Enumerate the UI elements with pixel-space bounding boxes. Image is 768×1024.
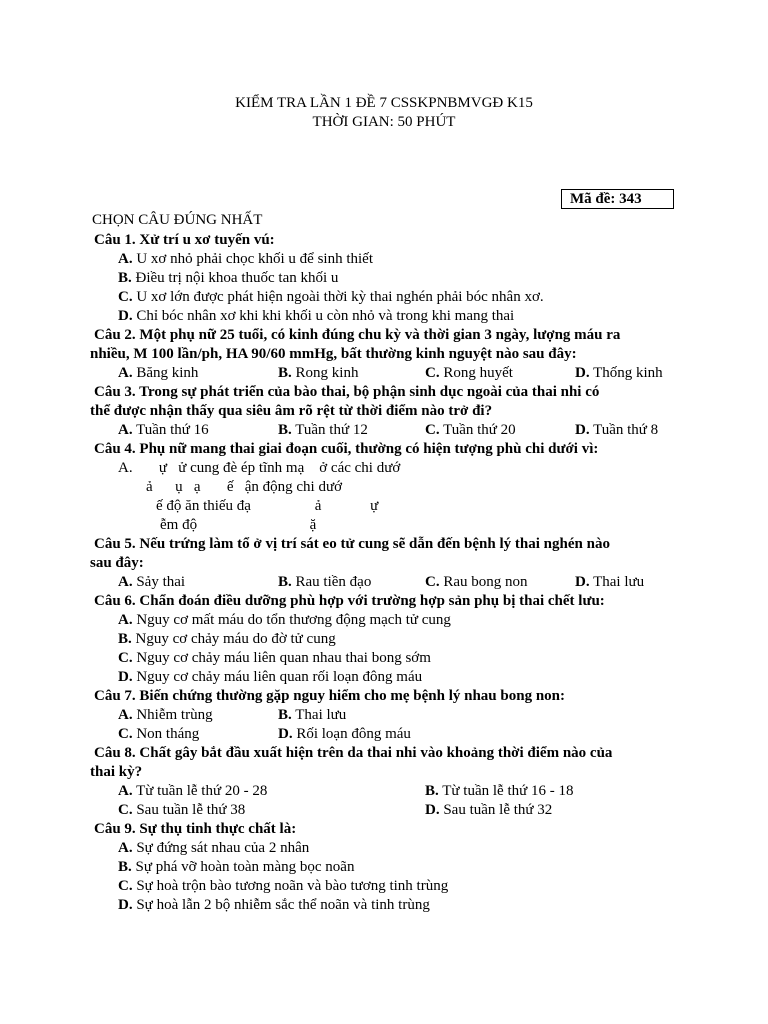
garbled-option-line: A. ự ử cung đè ép tĩnh mạ ở các chi dướ [118, 460, 401, 476]
question-stem: Câu 2. Một phụ nữ 25 tuổi, có kinh đúng chu kỳ và thời gian 3 ngày, lượng máu ra [94, 327, 621, 343]
option-letter: C. [118, 802, 133, 818]
option-a [118, 573, 278, 592]
option-a [118, 782, 425, 801]
option-letter: B. [118, 270, 132, 286]
option-text: Tuần thứ 20 [443, 422, 516, 438]
option-text: Từ tuần lễ thứ 20 - 28 [136, 783, 268, 799]
option-c [90, 877, 690, 896]
option-d [575, 421, 658, 440]
option-b [90, 858, 690, 877]
question-stem-continued: nhiều, M 100 lần/ph, HA 90/60 mmHg, bất thường kinh nguyệt nào sau đây: [90, 346, 577, 362]
option-d [575, 573, 644, 592]
option-a [118, 421, 278, 440]
option-letter: B. [278, 422, 292, 438]
option-letter: A. [118, 251, 133, 267]
option-text: Rau bong non [443, 574, 528, 590]
option-c [90, 649, 690, 668]
option-letter: C. [425, 422, 440, 438]
option-b [278, 706, 346, 725]
question-stem: Câu 8. Chất gây bắt đầu xuất hiện trên da thai nhi vào khoảng thời điểm nào của [94, 745, 613, 761]
option-letter: A. [118, 574, 133, 590]
option-text: Sự phá vỡ hoàn toàn màng bọc noãn [135, 859, 355, 875]
question-stem: Câu 9. Sự thụ tinh thực chất là: [94, 821, 297, 837]
question-stem: Câu 6. Chẩn đoán điều dưỡng phù hợp với trường hợp sản phụ bị thai chết lưu: [94, 593, 605, 609]
question-2 [90, 326, 690, 383]
option-letter: A. [118, 840, 133, 856]
garbled-option-line: ế độ ăn thiếu đạ ả ự [156, 498, 379, 514]
option-text: Từ tuần lễ thứ 16 - 18 [442, 783, 574, 799]
option-letter: D. [575, 422, 590, 438]
question-stem: Câu 4. Phụ nữ mang thai giai đoạn cuối, thường có hiện tượng phù chi dưới vì: [94, 441, 599, 457]
option-b [90, 630, 690, 649]
option-letter: A. [118, 707, 133, 723]
option-text: Tuần thứ 16 [136, 422, 209, 438]
option-text: Sự hoà trộn bào tương noãn và bào tương tinh trùng [136, 878, 449, 894]
option-b [278, 364, 425, 383]
option-c [118, 725, 278, 744]
option-d [575, 364, 663, 383]
option-text: Rau tiền đạo [295, 574, 372, 590]
question-stem-continued: thể được nhận thấy qua siêu âm rõ rệt từ thời điểm nào trở đi? [90, 403, 493, 419]
option-c [425, 364, 575, 383]
option-text: Chỉ bóc nhân xơ khi khi khối u còn nhỏ và trong khi mang thai [136, 308, 515, 324]
option-text: Nguy cơ chảy máu do đờ tử cung [135, 631, 336, 647]
question-list [90, 231, 690, 915]
question-stem: Câu 1. Xử trí u xơ tuyến vú: [94, 232, 275, 248]
option-text: Non tháng [136, 726, 200, 742]
option-text: Sau tuần lễ thứ 38 [136, 802, 246, 818]
option-b [90, 269, 690, 288]
option-text: Băng kinh [136, 365, 199, 381]
option-text: Rong huyết [443, 365, 513, 381]
option-letter: B. [118, 631, 132, 647]
options-row [90, 782, 690, 801]
options-row [90, 706, 690, 725]
option-text: Sau tuần lễ thứ 32 [443, 802, 553, 818]
option-letter: C. [118, 289, 133, 305]
options-row [90, 421, 690, 440]
option-letter: A. [118, 365, 133, 381]
options-row [90, 364, 690, 383]
option-a [118, 364, 278, 383]
option-letter: C. [118, 726, 133, 742]
option-letter: C. [425, 574, 440, 590]
question-stem-continued: thai kỳ? [90, 764, 143, 780]
question-3 [90, 383, 690, 440]
option-letter: D. [118, 669, 133, 685]
option-letter: B. [278, 707, 292, 723]
option-text: Sự đứng sát nhau của 2 nhân [136, 840, 310, 856]
option-b [278, 421, 425, 440]
option-letter: A. [118, 422, 133, 438]
option-letter: B. [278, 574, 292, 590]
option-text: Nguy cơ chảy máu liên quan nhau thai bong sớm [136, 650, 431, 666]
option-a [90, 250, 690, 269]
option-text: Sảy thai [136, 574, 186, 590]
question-stem-continued: sau đây: [90, 555, 144, 571]
question-stem: Câu 5. Nếu trứng làm tổ ở vị trí sát eo tử cung sẽ dẫn đến bệnh lý thai nghén nào [94, 536, 610, 552]
option-text: Sự hoà lẫn 2 bộ nhiễm sắc thể noãn và tinh trùng [136, 897, 430, 913]
question-stem: Câu 7. Biến chứng thường gặp nguy hiểm cho mẹ bệnh lý nhau bong non: [94, 688, 566, 704]
options-row [90, 725, 690, 744]
option-d [90, 896, 690, 915]
option-letter: D. [118, 308, 133, 324]
option-d [278, 725, 411, 744]
option-letter: A. [118, 783, 133, 799]
question-6 [90, 592, 690, 687]
option-d [425, 801, 552, 820]
question-7 [90, 687, 690, 744]
option-letter: C. [118, 878, 133, 894]
option-letter: A. [118, 612, 133, 628]
option-text: Thai lưu [593, 574, 645, 590]
option-text: Nhiễm trùng [136, 707, 213, 723]
option-letter: B. [425, 783, 439, 799]
option-letter: D. [575, 365, 590, 381]
option-a [118, 706, 278, 725]
option-letter: D. [425, 802, 440, 818]
option-letter: D. [575, 574, 590, 590]
options-row [90, 573, 690, 592]
instruction: CHỌN CÂU ĐÚNG NHẤT [92, 212, 263, 228]
question-8 [90, 744, 690, 820]
option-text: Thống kinh [593, 365, 663, 381]
option-text: U xơ lớn được phát hiện ngoài thời kỳ thai nghén phải bóc nhân xơ. [136, 289, 544, 305]
option-letter: D. [118, 897, 133, 913]
option-text: Rối loạn đông máu [296, 726, 411, 742]
option-d [90, 668, 690, 687]
option-letter: B. [118, 859, 132, 875]
option-text: Thai lưu [295, 707, 347, 723]
option-text: Điều trị nội khoa thuốc tan khối u [135, 270, 339, 286]
question-4 [90, 440, 690, 535]
option-text: Nguy cơ chảy máu liên quan rối loạn đông máu [136, 669, 423, 685]
exam-title: KIỂM TRA LẦN 1 ĐỀ 7 CSSKPNBMVGĐ K15 [235, 95, 533, 111]
option-b [425, 782, 574, 801]
option-letter: C. [118, 650, 133, 666]
option-text: Tuần thứ 12 [295, 422, 368, 438]
option-text: Tuần thứ 8 [593, 422, 659, 438]
question-1 [90, 231, 690, 326]
option-a [90, 611, 690, 630]
option-text: Rong kinh [295, 365, 359, 381]
option-a [90, 839, 690, 858]
option-c [425, 573, 575, 592]
question-9 [90, 820, 690, 915]
exam-duration: THỜI GIAN: 50 PHÚT [312, 114, 456, 130]
garbled-option-line: ễm độ ặ [160, 517, 317, 533]
question-stem: Câu 3. Trong sự phát triển của bào thai, bộ phận sinh dục ngoài của thai nhi có [94, 384, 600, 400]
option-b [278, 573, 425, 592]
option-letter: D. [278, 726, 293, 742]
option-d [90, 307, 690, 326]
option-text: U xơ nhỏ phải chọc khối u để sinh thiết [136, 251, 373, 267]
exam-code-box: Mã đề: 343 [561, 189, 674, 209]
option-c [90, 288, 690, 307]
option-text: Nguy cơ mất máu do tổn thương động mạch tử cung [136, 612, 451, 628]
exam-header [0, 94, 768, 132]
option-c [118, 801, 425, 820]
question-5 [90, 535, 690, 592]
option-c [425, 421, 575, 440]
option-letter: C. [425, 365, 440, 381]
option-letter: B. [278, 365, 292, 381]
garbled-option-line: ả ụ ạ ế ận động chi dướ [146, 479, 343, 495]
options-row [90, 801, 690, 820]
